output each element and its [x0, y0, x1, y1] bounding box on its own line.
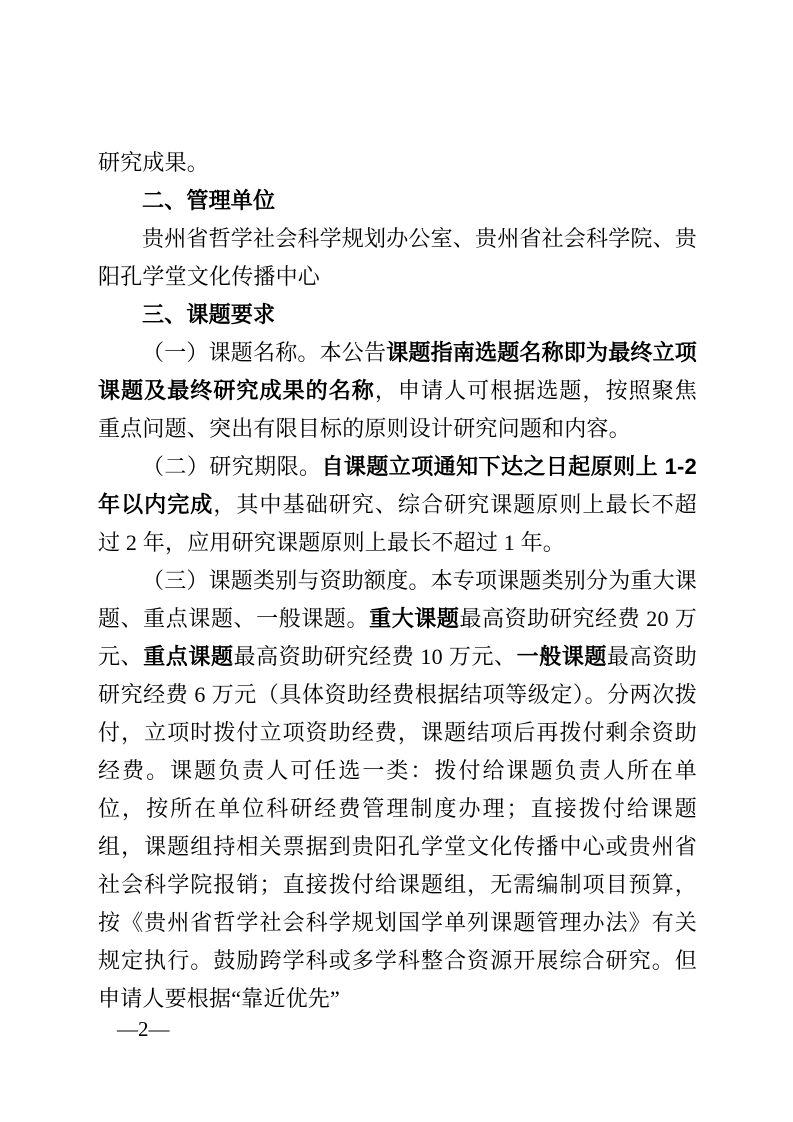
section-heading: [98, 182, 697, 220]
text-run: 最高资助研究经费 20 万元、: [98, 606, 697, 669]
document-body: [98, 144, 697, 1018]
text-run: （一）课题名称。本公告: [142, 340, 387, 365]
bold-text-run: 二、管理单位: [142, 188, 276, 213]
section-heading: [98, 296, 697, 334]
bold-text-run: 三、课题要求: [142, 302, 276, 327]
bold-text-run: 重大课题: [369, 606, 460, 631]
page-footer: [117, 1015, 170, 1043]
bold-text-run: 重点课题: [143, 644, 234, 669]
text-run: ，申请人可根据选题，按照聚焦重点问题、突出有限目标的原则设计研究问题和内容。: [98, 378, 697, 441]
bold-text-run: 一般课题: [516, 644, 608, 669]
text-run: 贵州省哲学社会科学规划办公室、贵州省社会科学院、贵阳孔学堂文化传播中心: [98, 226, 698, 289]
paragraph: [98, 144, 697, 182]
paragraph: [98, 220, 697, 296]
text-run: （二）研究期限。: [142, 454, 322, 479]
paragraph: [98, 562, 697, 1018]
text-run: （三）课题类别与资助额度。本专项课题类别分为重大课题、重点课题、一般课题。: [98, 568, 698, 631]
text-run: 最高资助研究经费 6 万元（具体资助经费根据结项等级定）。分两次拨付，立项时拨付立项资助经费，课题结项后再拨付剩余资助经费。课题负责人可任选一类：拨付给课题负责人所在单位，按所在单位科研经费管理制度办理；直接拨付给课题组，课题组持相关票据到贵阳孔学堂文化传播中心或贵州省社会科学院报销；直接拨付给课题组，无需编制项目预算，按《贵州省哲学社会科学规划国学单列课题管理办法》有关规定执行。鼓励跨学科或多学科整合资源开展综合研究。但申请人要根据“靠近优先”: [98, 644, 697, 1011]
bold-text-run: 自课题立项通知下达之日起原则上 1-2 年以内完成: [98, 454, 697, 517]
text-run: 研究成果。: [98, 150, 210, 175]
page-number: —2—: [117, 1017, 170, 1041]
paragraph: [98, 448, 697, 562]
text-run: ，其中基础研究、综合研究课题原则上最长不超过 2 年，应用研究课题原则上最长不超过 1 年。: [98, 492, 697, 555]
bold-text-run: 课题指南选题名称即为最终立项课题及最终研究成果的名称: [98, 340, 698, 403]
text-run: 最高资助研究经费 10 万元、: [233, 644, 517, 669]
paragraph: [98, 334, 697, 448]
